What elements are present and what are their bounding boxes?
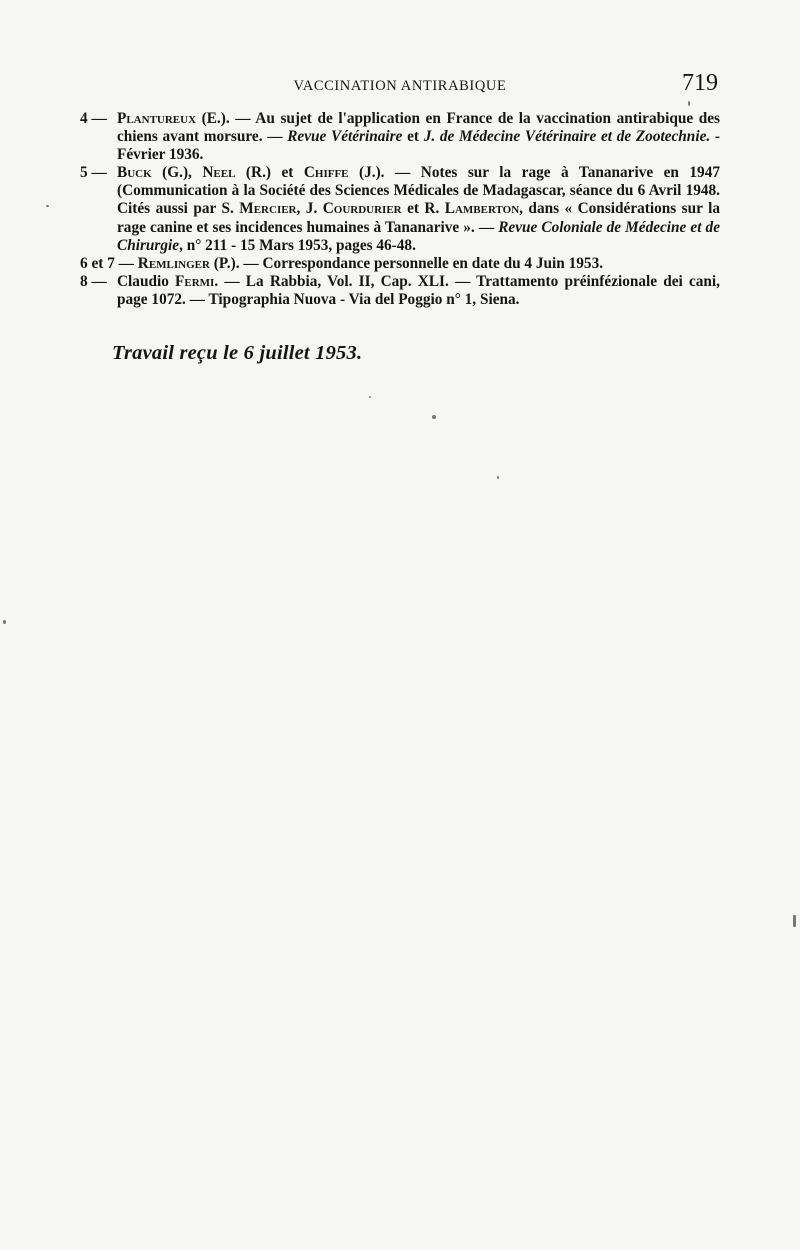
cited-author: Lamberton bbox=[444, 200, 520, 218]
reference-journal: Revue Vétérinaire bbox=[287, 128, 403, 146]
reference-item bbox=[80, 164, 720, 254]
reference-issue: , n° 211 - 15 Mars 1953, pages 46-48. bbox=[179, 236, 416, 254]
reference-date: - Février 1936. bbox=[117, 128, 720, 164]
reference-author: Plantureux bbox=[117, 110, 197, 127]
scan-speck bbox=[688, 101, 690, 106]
scan-speck bbox=[497, 476, 499, 479]
reference-author-initials: (R.) et bbox=[235, 164, 304, 182]
reference-author: Neel bbox=[202, 164, 236, 182]
scan-speck bbox=[432, 415, 436, 419]
reference-number: 6 et 7 — bbox=[80, 254, 134, 272]
scan-speck bbox=[3, 620, 6, 624]
reference-text: , dans « Considérations sur la rage canine et ses incidences humaines à Tananarive ». — bbox=[117, 200, 720, 236]
running-title: VACCINATION ANTIRABIQUE bbox=[293, 78, 507, 94]
cited-author: Mercier bbox=[239, 200, 297, 218]
reference-item bbox=[80, 273, 720, 309]
reference-text: — Au sujet de l'application en France de la vaccination antirabique des chiens avant morsure. — bbox=[117, 110, 720, 146]
reference-journal-2: J. de Médecine Vétérinaire et de Zootechnie. bbox=[423, 128, 711, 146]
reference-text: . — La Rabbia, Vol. II, Cap. XLI. — Trattamento préinfézionale dei cani, page 1072. — Tipographia Nuova - Via del Poggio n° 1, Siena. bbox=[117, 272, 720, 308]
reference-item bbox=[80, 255, 720, 273]
scan-speck bbox=[793, 915, 796, 927]
reference-author: Buck bbox=[117, 164, 152, 182]
scan-speck bbox=[369, 396, 371, 398]
cited-author: Courdurier bbox=[322, 200, 402, 218]
reference-author-initials: (E.). bbox=[196, 110, 230, 127]
reference-separator: , J. bbox=[296, 200, 323, 218]
scan-speck bbox=[46, 205, 49, 207]
reference-item bbox=[80, 110, 720, 164]
reference-author-first-name: Claudio bbox=[117, 272, 176, 290]
reference-conjunction: et bbox=[402, 128, 424, 146]
reference-text: — Notes sur la rage à Tananarive en 1947 (Communication à la Société des Sciences Médicales de Madagascar, séance du 6 Avril 1948. Cités aussi par S. bbox=[117, 164, 720, 218]
reference-number: 4 — bbox=[80, 110, 107, 127]
running-header bbox=[80, 70, 720, 100]
reference-separator: et R. bbox=[401, 200, 445, 218]
reference-journal: Revue Coloniale de Médecine et de Chirurgie bbox=[117, 218, 720, 254]
received-date-note: Travail reçu le 6 juillet 1953. bbox=[112, 342, 363, 364]
reference-author: Chiffe bbox=[303, 164, 349, 182]
reference-author: Remlinger bbox=[137, 254, 210, 272]
reference-number: 5 — bbox=[80, 164, 107, 182]
page-number: 719 bbox=[682, 70, 718, 96]
reference-number: 8 — bbox=[80, 272, 107, 290]
reference-author-initials: (G.), bbox=[151, 164, 203, 182]
reference-author-initials: (J.). bbox=[348, 164, 385, 182]
reference-author: Fermi bbox=[175, 272, 215, 290]
reference-list bbox=[80, 110, 720, 309]
reference-text: — Correspondance personnelle en date du 4 Juin 1953. bbox=[239, 254, 604, 272]
reference-author-initials: (P.). bbox=[209, 254, 240, 272]
